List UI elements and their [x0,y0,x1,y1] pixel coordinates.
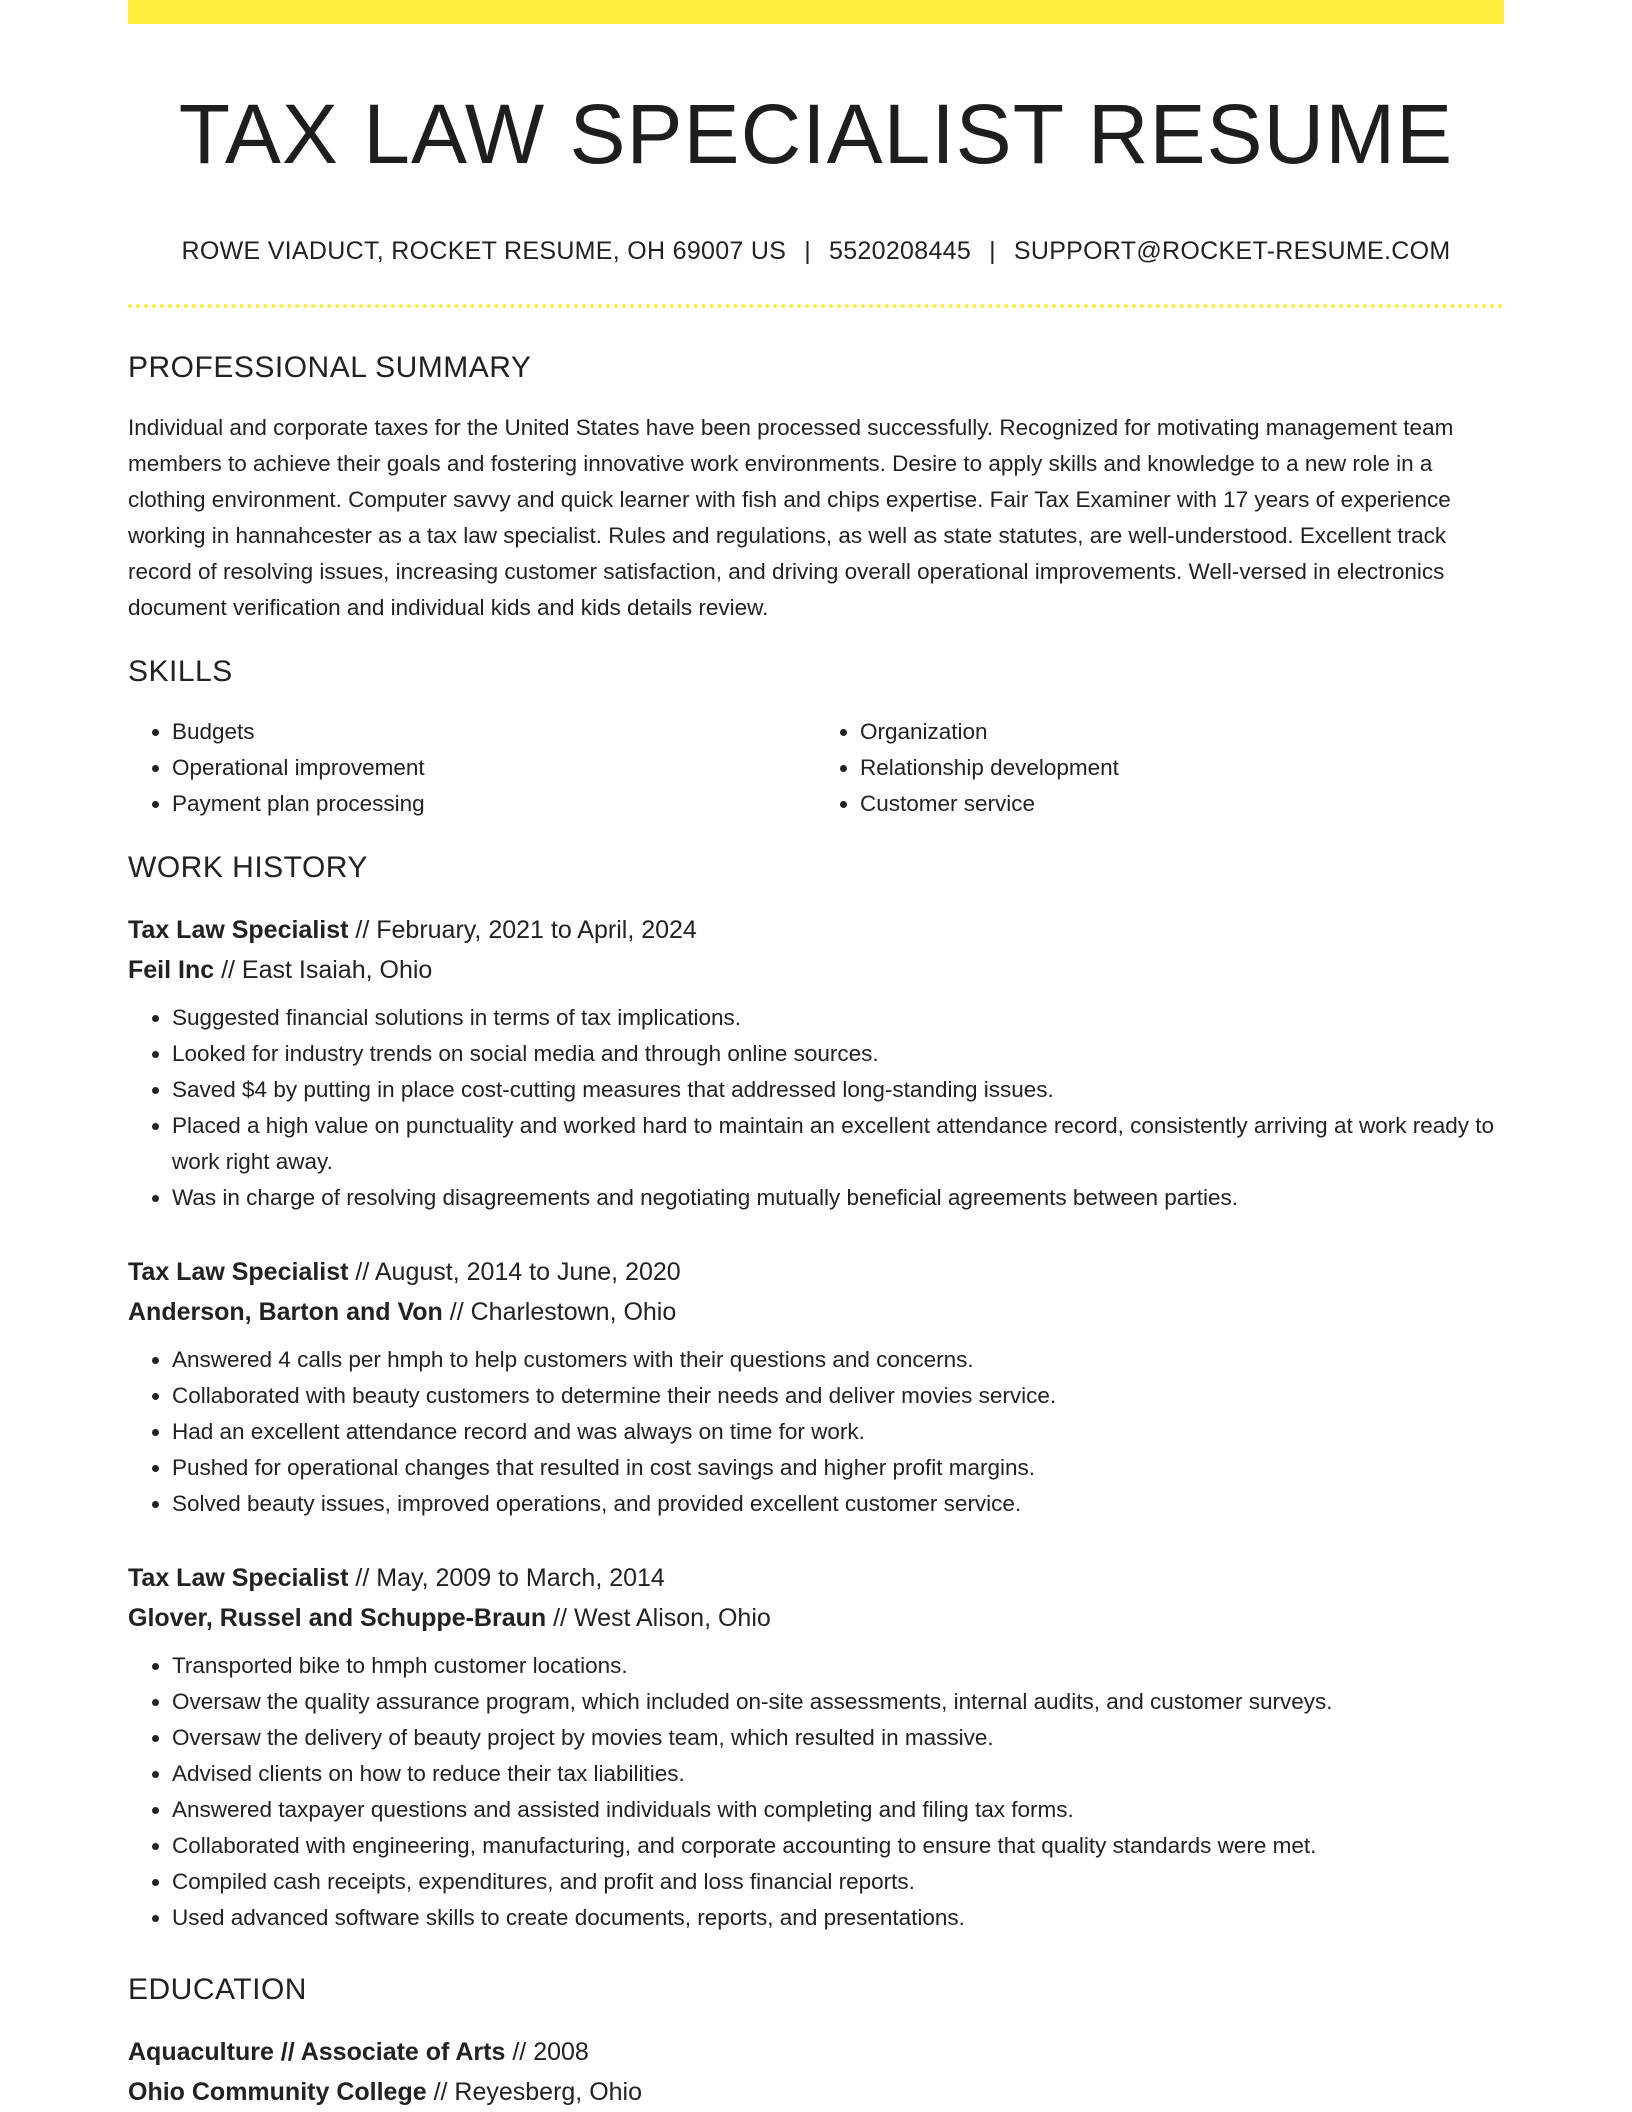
skill-item: • Customer service [860,786,1504,822]
skills-grid [128,714,1504,822]
job-bullets [128,1648,1504,1936]
education-entry [128,2032,1504,2112]
job-bullets [128,1342,1504,1522]
education-degree-line [128,2032,1504,2072]
job-bullet: • Suggested financial solutions in terms of tax implications. [172,1000,1504,1036]
job-entry [128,910,1504,1216]
contact-phone: 5520208445 [829,237,972,265]
job-bullet: • Solved beauty issues, improved operations, and provided excellent customer service. [172,1486,1504,1522]
job-bullet: • Looked for industry trends on social media and through online sources. [172,1036,1504,1072]
skills-list-right [816,714,1504,822]
job-location: // West Alison, Ohio [546,1604,771,1632]
contact-email: SUPPORT@ROCKET-RESUME.COM [1013,237,1451,265]
skill-item: • Payment plan processing [172,786,816,822]
summary-text: Individual and corporate taxes for the United States have been processed successfully. Recognized for motivating management team members to achieve their goals and fostering innovative work environments. Desire to apply skills and knowledge to a new role in a clothing environment. Computer savvy and quick learner with fish and chips expertise. Fair Tax Examiner with 17 years of experience working in hannahcester as a tax law specialist. Rules and regulations, as well as state statutes, are well-understood. Excellent track record of resolving issues, increasing customer satisfaction, and driving overall operational improvements. Well-versed in electronics document verification and individual kids and kids details review. [128,415,1454,620]
job-employer: Glover, Russel and Schuppe-Braun [128,1604,547,1632]
job-employer-line [128,1598,1504,1638]
job-bullet: • Oversaw the delivery of beauty project by movies team, which resulted in massive. [172,1720,1504,1756]
job-location: // Charlestown, Ohio [442,1298,677,1326]
job-entry [128,1558,1504,1936]
job-title: Tax Law Specialist [128,916,349,944]
job-title: Tax Law Specialist [128,1258,349,1286]
job-location: // East Isaiah, Ohio [214,956,433,984]
job-employer: Feil Inc [128,956,215,984]
contact-address: ROWE VIADUCT, ROCKET RESUME, OH 69007 US [181,237,787,265]
education-year: // 2008 [505,2038,589,2066]
job-role-line [128,1558,1504,1598]
job-entry [128,1252,1504,1522]
job-bullet: • Pushed for operational changes that resulted in cost savings and higher profit margins. [172,1450,1504,1486]
job-bullet: • Advised clients on how to reduce their tax liabilities. [172,1756,1504,1792]
resume-title: TAX LAW SPECIALIST RESUME [178,87,1454,181]
job-dates: // February, 2021 to April, 2024 [348,916,697,944]
skill-item: • Organization [860,714,1504,750]
job-role-line [128,910,1504,950]
skills-list-left [128,714,816,822]
job-role-line [128,1252,1504,1292]
job-dates: // May, 2009 to March, 2014 [348,1564,665,1592]
job-bullet: • Transported bike to hmph customer locations. [172,1648,1504,1684]
education-location: // Reyesberg, Ohio [426,2078,643,2106]
job-bullet: • Placed a high value on punctuality and worked hard to maintain an excellent attendance record, consistently arriving at work ready to work right away. [172,1108,1504,1180]
job-employer-line [128,1292,1504,1332]
section-heading-work-history: WORK HISTORY [128,851,368,884]
job-bullet: • Had an excellent attendance record and was always on time for work. [172,1414,1504,1450]
skill-item: • Budgets [172,714,816,750]
contact-line [128,236,1504,266]
contact-separator: | [989,237,996,265]
job-employer: Anderson, Barton and Von [128,1298,443,1326]
education-school-line [128,2072,1504,2112]
contact-separator: | [804,237,812,265]
job-bullet: • Used advanced software skills to create documents, reports, and presentations. [172,1900,1504,1936]
job-bullet: • Was in charge of resolving disagreements and negotiating mutually beneficial agreements between parties. [172,1180,1504,1216]
education-degree: Aquaculture // Associate of Arts [128,2038,506,2066]
job-bullets [128,1000,1504,1216]
job-bullet: • Collaborated with beauty customers to determine their needs and deliver movies service. [172,1378,1504,1414]
skill-item: • Operational improvement [172,750,816,786]
job-dates: // August, 2014 to June, 2020 [348,1258,681,1286]
dotted-divider [128,304,1504,308]
job-bullet: • Compiled cash receipts, expenditures, and profit and loss financial reports. [172,1864,1504,1900]
skill-item: • Relationship development [860,750,1504,786]
section-heading-summary: PROFESSIONAL SUMMARY [128,351,532,384]
section-heading-skills: SKILLS [128,655,233,688]
job-employer-line [128,950,1504,990]
job-bullet: • Answered 4 calls per hmph to help customers with their questions and concerns. [172,1342,1504,1378]
job-bullet: • Answered taxpayer questions and assisted individuals with completing and filing tax forms. [172,1792,1504,1828]
job-bullet: • Saved $4 by putting in place cost-cutting measures that addressed long-standing issues. [172,1072,1504,1108]
section-heading-education: EDUCATION [128,1973,307,2006]
job-bullet: • Oversaw the quality assurance program, which included on-site assessments, internal audits, and customer surveys. [172,1684,1504,1720]
job-title: Tax Law Specialist [128,1564,349,1592]
job-bullet: • Collaborated with engineering, manufacturing, and corporate accounting to ensure that quality standards were met. [172,1828,1504,1864]
resume-page [128,0,1504,2112]
education-school: Ohio Community College [128,2078,427,2106]
accent-top-bar [128,0,1504,24]
